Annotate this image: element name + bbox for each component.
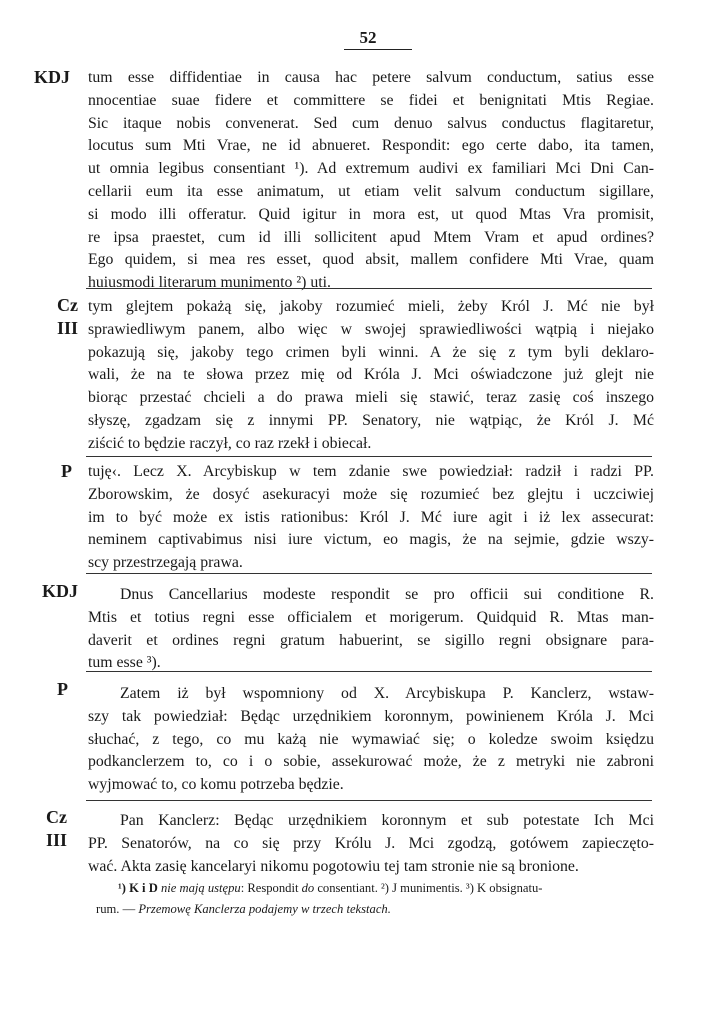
separator-rule [86, 573, 652, 574]
text-line: pokazują się, jakoby tego crimen byli winni. A że się z tym byli deklaro- [88, 343, 654, 361]
footnote-line [96, 878, 656, 899]
text-line: Pan Kanclerz: Będąc urzędnikiem koronnym et sub potestate Ich Mci [120, 812, 654, 829]
text-line: szy tak powiedział: Będąc urzędnikiem koronnym, powinienem Króla J. Mci [88, 707, 654, 725]
text-line: słyszę, zgadzam się z innymi PP. Senatory, nie wątpiąc, że Król J. Mć [88, 411, 654, 429]
footnote-text-italic: Przemowę Kanclerza podajemy w trzech tekstach. [138, 902, 391, 916]
siglum: III [57, 318, 79, 338]
text-line: ut omnia legibus consentiant ¹). Ad extremum audivi ex familiari Mci Dni Can- [88, 160, 654, 178]
text-line: tum esse diffidentiae in causa hac petere salvum conductum, satius esse [88, 69, 654, 86]
text-block-2 [88, 296, 654, 456]
siglum: P [57, 679, 68, 699]
text-line: słuchać, z tego, co mu każą nie wymawiać się; o koledze swoim księdzu [88, 730, 654, 748]
siglum-p-1 [61, 460, 72, 483]
siglum: KDJ [34, 67, 70, 87]
text-line: tuję‹. Lecz X. Arcybiskup w tem zdanie swe powiedział: radził i radzi PP. [88, 463, 654, 480]
text-block-5 [88, 683, 654, 797]
text-line: wali, że na te słowa przez mię od Króla J. Mci oświadczone już glejt nie [88, 366, 654, 384]
text-line: podkanclerzem to, co i o sobie, assekurować może, że z metryki nie zabroni [88, 753, 654, 771]
text-line: neminem captivabimus nisi iure victum, eo magis, że na sejmie, gdzie wszy- [88, 531, 654, 549]
text-block-6 [88, 810, 654, 878]
text-line: locutus sum Mti Vrae, ne id abnueret. Respondit: ego certe dabo, ita tamen, [88, 137, 654, 155]
text-line: ziścić to będzie raczył, co raz rzekł i obiecał. [88, 434, 372, 452]
text-line: biorąc przestać chcieli a do prawa mieli się stawić, teraz zasię coś inszego [88, 389, 654, 407]
text-line: huiusmodi literarum munimento ²) uti. [88, 274, 331, 292]
siglum: Cz [46, 807, 67, 827]
footnotes [96, 878, 656, 920]
siglum-kdj-1 [34, 66, 70, 89]
separator-rule [86, 671, 652, 672]
text-line: Sic itaque nobis convenerat. Sed cum denuo salvus conductus flagitaretur, [88, 114, 654, 132]
siglum: Cz [57, 295, 78, 315]
text-block-1 [88, 67, 654, 295]
text-line: sprawiedliwym panem, albo więc w swojej sprawiedliwości wątpią i niejako [88, 320, 654, 338]
text-line: nnocentiae suae fidere et committere se fidei et benignitati Mtis Regiae. [88, 91, 654, 109]
siglum: P [61, 461, 72, 481]
text-line: tym glejtem pokażą się, jakoby rozumieć mieli, żeby Król J. Mć nie był [88, 298, 654, 315]
text-line: Dnus Cancellarius modeste respondit se pro officii sui conditione R. [120, 586, 654, 603]
text-line: scy przestrzegają prawa. [88, 554, 243, 572]
text-block-4 [88, 584, 654, 675]
text-line: si modo illi offeratur. Quid igitur in mora est, ut quod Mtas Vra promisit, [88, 205, 654, 223]
text-line: Ego quidem, si mea res esset, quod absit, mallem confidere Mti Vrae, quam [88, 251, 654, 269]
siglum-kdj-2 [42, 580, 78, 603]
text-block-3 [88, 461, 654, 575]
page-number: 52 [359, 28, 377, 47]
footnote-text-italic: nie mają ustępu [160, 881, 241, 895]
footnote-text: rum. — [96, 902, 139, 916]
separator-rule [86, 456, 652, 457]
text-line: cellarii eum ita esse animatum, ut etiam velit salvum conductum sigillare, [88, 182, 654, 200]
footnote-text: consentiant. ²) J munimentis. ³) K obsignatu- [314, 881, 543, 895]
text-line: daverit et ordines regni gratum habuerint, se sigillo regni obsignare para- [88, 631, 654, 649]
text-line: Mtis et totius regni esse officialem et morigerum. Quidquid R. Mtas man- [88, 608, 654, 626]
siglum-p-2 [57, 678, 68, 701]
text-line: PP. Senatorów, na co się przy Królu J. Mci zgodzą, gotówem zapieczęto- [88, 834, 654, 852]
footnote-text: : Respondit [240, 881, 302, 895]
separator-rule [86, 288, 652, 289]
separator-rule [86, 800, 652, 801]
footnote-text-italic: do [301, 881, 315, 895]
text-line: im to być może ex istis rationibus: Król J. Mć iure agit i iż lex assecurat: [88, 508, 654, 526]
footnote-line [96, 899, 656, 920]
text-line: Zatem iż był wspomniony od X. Arcybiskupa P. Kanclerz, wstaw- [120, 685, 654, 702]
siglum: KDJ [42, 581, 78, 601]
text-line: Zborowskim, że dosyć asekuracyi może się rozumieć bez glejtu i uczciwiej [88, 485, 654, 503]
siglum-cz-iii-2 [46, 806, 67, 852]
siglum: III [46, 830, 68, 850]
siglum-cz-iii-1 [57, 294, 78, 340]
footnote-text: ¹) K i D [118, 881, 161, 895]
text-line: tum esse ³). [88, 654, 161, 672]
page-number-rule [344, 49, 412, 50]
text-line: re ipsa praestet, cum id illi sollicitent apud Mtem Vram et apud ordines? [88, 228, 654, 246]
text-line: wać. Akta zasię kancelaryi nikomu pogotowiu tej tam stronie nie są bronione. [88, 857, 579, 875]
text-line: wyjmować to, co komu potrzeba będzie. [88, 776, 344, 794]
